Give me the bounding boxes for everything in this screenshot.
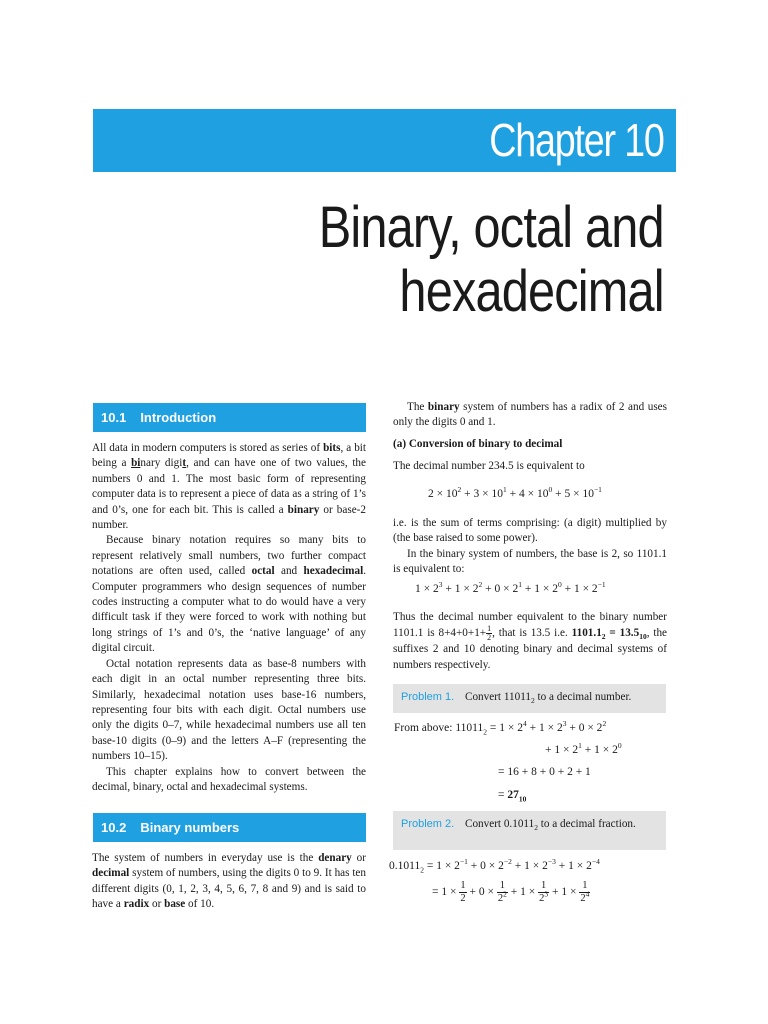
chapter-title (319, 196, 664, 324)
problem-2-line-2: = 1 × $\frac{1}{2}$ + 0 × $\frac{1}{2^2}$ + 1 × $\frac{1}{2^3}$ + 1 × $\frac{1}{2^4}$ (432, 880, 590, 904)
chapter-label: Chapter 10 (489, 114, 664, 166)
right-text-mid (393, 516, 667, 578)
intro-paragraph-1: All data in modern computers is stored as series of bits, a bit being a binary digit, and can have one of two values, the numbers 0 and 1. The most basic form of representing computer data is to represent a piece of data as a string of 1’s and 0’s, one for each bit. This is called a binary or base-2 number. (92, 442, 367, 532)
subheading-conversion: (a) Conversion of binary to decimal (393, 437, 563, 450)
problem-1-line-3: = 16 + 8 + 0 + 2 + 1 (498, 766, 591, 778)
problem-1-label: Problem 1. (401, 691, 455, 703)
problem-1-line-1: From above: $11011_2 = 1 \times 2^4 + 1 \times 2^3 + 0 \times 2^2$ (394, 719, 607, 737)
title-line-2: hexadecimal (399, 259, 664, 324)
section-title: Introduction (140, 410, 217, 425)
section-number: 10.2 (101, 820, 127, 835)
problem-1-box (393, 684, 666, 713)
problem-1-line-2: + $1 \times 2^1 + 1 \times 2^0$ (545, 741, 622, 756)
binary-paragraph: The system of numbers in everyday use is the denary or decimal system of numbers, using the digits 0 to 9. It has ten different digits (0, 1, 2, 3, 4, 5, 6, 7, 8 and 9) and is said to have a radix or base of 10. (92, 852, 366, 911)
decimal-example-intro: The decimal number 234.5 is equivalent to (393, 460, 585, 473)
problem-1-text: Convert $11011_2$ to a decimal number. (465, 691, 632, 706)
problem-2-label: Problem 2. (401, 818, 455, 830)
title-line-1: Binary, octal and (318, 195, 664, 260)
intro-paragraph-3: Octal notation represents data as base-8 numbers with each digit in an octal number representing three bits. Similarly, hexadecimal notation uses base-16 numbers, representing four bits with each digit. Octal numbers use only the digits 0–7, while hexadecimal numbers use all ten base-10 digits (0–9) and the letters A–F (representing the numbers 10–15). (92, 657, 366, 763)
sum-explanation: i.e. is the sum of terms comprising: (a digit) multiplied by (the base raised to some power). (393, 517, 667, 545)
problem-1-answer: = $27_{10}$ (498, 789, 527, 804)
chapter-banner (93, 109, 676, 172)
equation-decimal-expansion: $2 \times 10^2 + 3 \times 10^1 + 4 \times 10^0 + 5 \times 10^{-1}$ (428, 485, 602, 500)
conclusion-paragraph: Thus the decimal number equivalent to the binary number 1101.1 is 8+4+0+1+ $\frac{1}{2}$ , that is 13.5 i.e. $1101.1_2 = 13.5_{10}$, the suffixes 2 and 10 denoting binary and decimal systems of numbers respectively. (393, 611, 668, 671)
intro-paragraph-2: Because binary notation requires so many bits to represent relatively small numbers, two further compact notations are often used, called octal and hexadecimal. Computer programmers who design sequences of number codes instructing a computer what to do would have a very difficult task if they were forced to work with nothing but long strings of 1’s and 0’s, the ‘native language’ of any digital circuit. (92, 534, 366, 655)
problem-2-line-1: $0.1011_2 = 1 \times 2^{-1} + 0 \times 2^{-2} + 1 \times 2^{-3} + 1 \times 2^{-4}$ (389, 857, 600, 875)
right-text-conclusion (393, 610, 667, 673)
section-heading-binary-numbers (93, 813, 366, 842)
binary-numbers-text (92, 851, 366, 913)
binary-intro-paragraph: The binary system of numbers has a radix of 2 and uses only the digits 0 and 1. (393, 401, 667, 429)
section-number: 10.1 (101, 410, 127, 425)
problem-2-box (393, 811, 666, 850)
binary-base-paragraph: In the binary system of numbers, the base is 2, so 1101.1 is equivalent to: (393, 547, 667, 576)
section-heading-introduction (93, 403, 366, 432)
right-text-top (393, 400, 667, 475)
intro-paragraph-4: This chapter explains how to convert between the decimal, binary, octal and hexadecimal systems. (92, 765, 366, 793)
problem-2-text: Convert $0.1011_2$ to a decimal fraction. (465, 818, 636, 833)
section-title: Binary numbers (140, 820, 240, 835)
intro-text (92, 441, 366, 795)
equation-binary-expansion: $1 \times 2^3 + 1 \times 2^2 + 0 \times 2^1 + 1 \times 2^0 + 1 \times 2^{-1}$ (415, 580, 606, 595)
